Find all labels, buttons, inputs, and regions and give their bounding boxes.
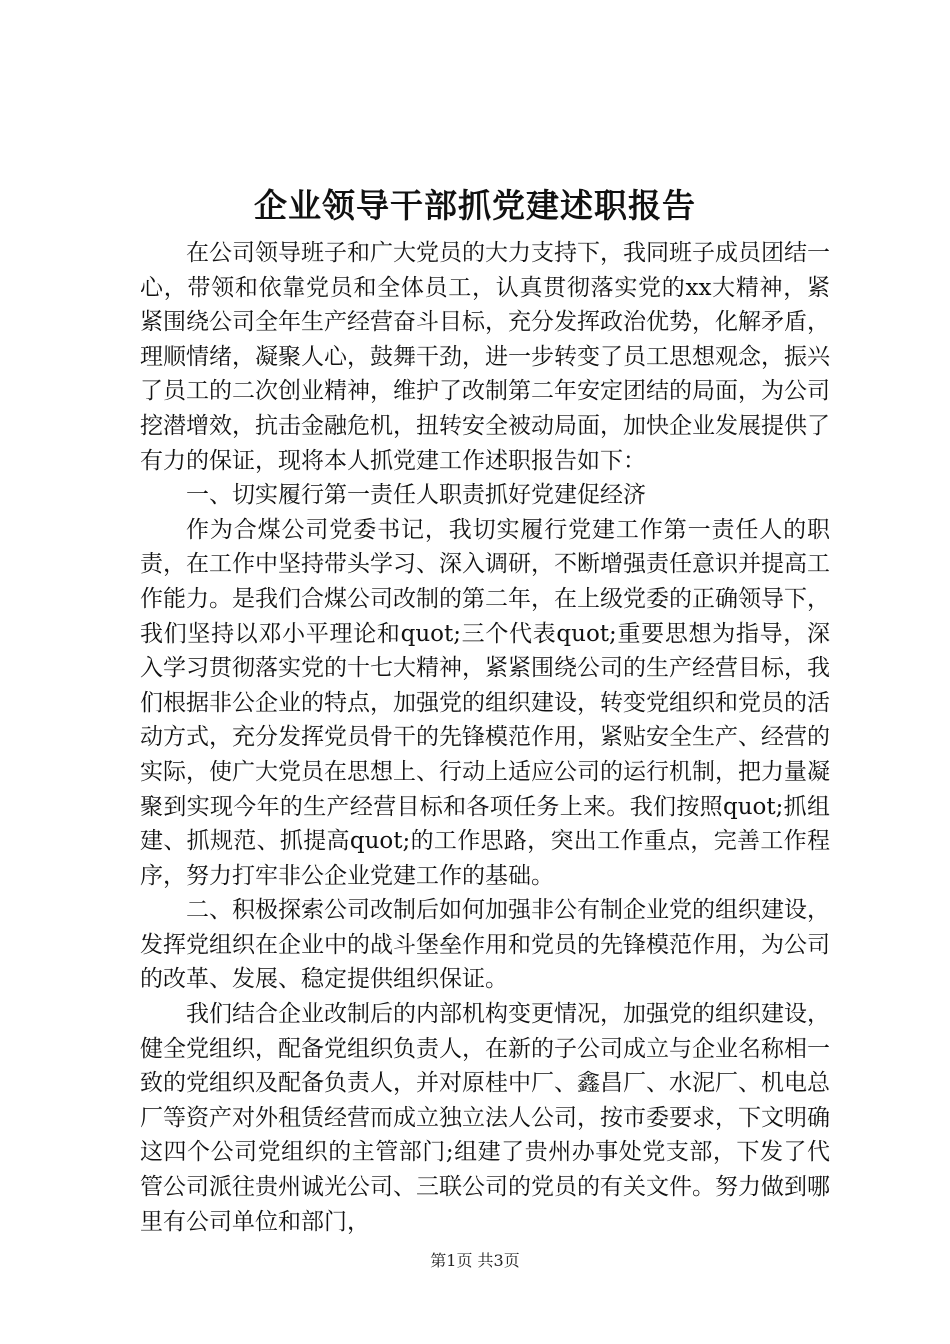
document-body (140, 236, 830, 1239)
paragraph-intro: 在公司领导班子和广大党员的大力支持下，我同班子成员团结一心，带领和依靠党员和全体员工，认真贯彻落实党的xx大精神，紧紧围绕公司全年生产经营奋斗目标，充分发挥政治优势，化解矛盾，理顺情绪，凝聚人心，鼓舞干劲，进一步转变了员工思想观念，振兴了员工的二次创业精神，维护了改制第二年安定团结的局面，为公司挖潜增效，抗击金融危机，扭转安全被动局面，加快企业发展提供了有力的保证，现将本人抓党建工作述职报告如下： (140, 240, 830, 474)
paragraph-section-2: 我们结合企业改制后的内部机构变更情况，加强党的组织建设，健全党组织，配备党组织负责人，在新的子公司成立与企业名称相一致的党组织及配备负责人，并对原桂中厂、鑫昌厂、水泥厂、机电总厂等资产对外租赁经营而成立独立法人公司，按市委要求，下文明确这四个公司党组织的主管部门;组建了贵州办事处党支部，下发了代管公司派往贵州诚光公司、三联公司的党员的有关文件。努力做到哪里有公司单位和部门， (140, 1001, 830, 1235)
page-total: 共3页 (477, 1251, 520, 1270)
page-footer (0, 1248, 950, 1271)
document-title: 企业领导干部抓党建述职报告 (254, 186, 696, 225)
section-heading-2: 二、积极探索公司改制后如何加强非公有制企业党的组织建设，发挥党组织在企业中的战斗堡垒作用和党员的先锋模范作用，为公司的改革、发展、稳定提供组织保证。 (140, 897, 830, 993)
paragraph-section-1: 作为合煤公司党委书记，我切实履行党建工作第一责任人的职责，在工作中坚持带头学习、深入调研，不断增强责任意识并提高工作能力。是我们合煤公司改制的第二年，在上级党委的正确领导下，我们坚持以邓小平理论和quot;三个代表quot;重要思想为指导，深入学习贯彻落实党的十七大精神，紧紧围绕公司的生产经营目标，我们根据非公企业的特点，加强党的组织建设，转变党组织和党员的活动方式，充分发挥党员骨干的先锋模范作用，紧贴安全生产、经营的实际，使广大党员在思想上、行动上适应公司的运行机制，把力量凝聚到实现今年的生产经营目标和各项任务上来。我们按照quot;抓组建、抓规范、抓提高quot;的工作思路，突出工作重点，完善工作程序，努力打牢非公企业党建工作的基础。 (140, 516, 830, 889)
page-number: 第1页 (430, 1251, 473, 1270)
section-heading-1: 一、切实履行第一责任人职责抓好党建促经济 (186, 482, 646, 509)
